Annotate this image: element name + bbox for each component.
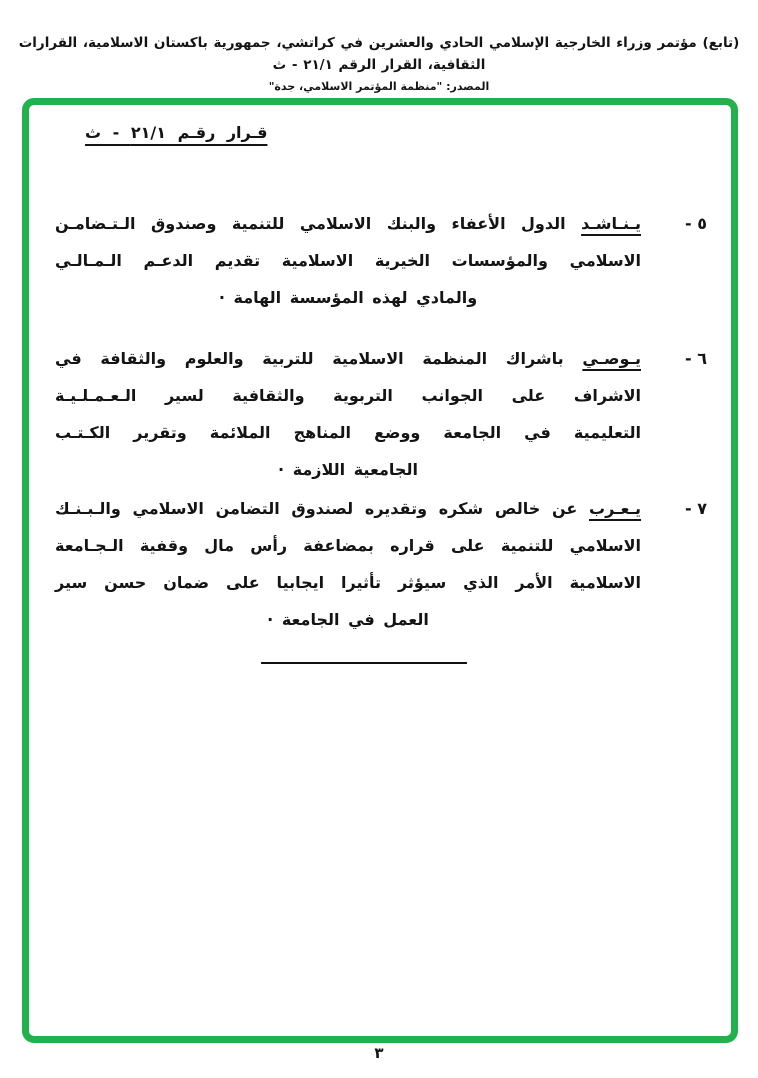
green-border-box (22, 98, 738, 1043)
item-6-line-3: التعليمية في الجامعة ووضع المناهج الملائمة وتقرير الكـتـب (55, 423, 641, 442)
header-publisher-line: المصدر: "منظمة المؤتمر الاسلامي، جدة" (268, 80, 490, 93)
header-source-line: (تابع) مؤتمر وزراء الخارجية الإسلامي الحادي والعشرين في كراتشي، جمهورية باكستان الاسلامية، القرارات الثقافية، القرار الرقم ٢١/١ - ث (18, 35, 740, 73)
resolution-item-7 (55, 490, 707, 638)
item-5-line-2: الاسلامي والمؤسسات الخيرية الاسلامية تقديم الدعـم الـمـالـي (55, 251, 641, 270)
item-5-number: ٥ - (685, 214, 707, 233)
item-6-line-2: الاشراف على الجوانب التربوية والثقافية لسير الـعـمـلـيـة (55, 386, 641, 405)
page-number: ٣ (374, 1044, 384, 1062)
page-header (10, 32, 748, 96)
item-7-line-2: الاسلامي للتنمية على قراره بمضاعفة رأس مال وقفية الـجـامعة (55, 536, 641, 555)
resolution-items (55, 205, 731, 638)
item-7-number: ٧ - (685, 499, 707, 518)
item-6-number: ٦ - (685, 349, 707, 368)
item-7-line-4: العمل في الجامعة · (267, 610, 429, 629)
closing-divider-line (261, 662, 467, 664)
resolution-item-5 (55, 205, 707, 316)
item-7-body (55, 490, 661, 638)
item-7-line-1 (55, 490, 641, 527)
item-7-line-1-text: عن خالص شكره وتقديره لصندوق التضامن الاسلامي والـبـنـك (55, 499, 578, 518)
resolution-title: قـرار رقـم ٢١/١ - ث (85, 123, 268, 142)
item-7-lead-word: يـعـرب (589, 499, 642, 518)
item-7-line-3: الاسلامية الأمر الذي سيؤثر تأثيرا ايجابيا على ضمان حسن سير (55, 573, 641, 592)
item-6-line-4: الجامعية اللازمة · (278, 460, 418, 479)
item-6-body (55, 340, 661, 488)
item-5-lead-word: يـنـاشـد (581, 214, 641, 233)
item-6-line-1 (55, 340, 641, 377)
item-6-line-1-text: باشراك المنظمة الاسلامية للتربية والعلوم والثقافة في (55, 349, 564, 368)
item-5-line-1-text: الدول الأعفاء والبنك الاسلامي للتنمية وصندوق الـتـضامـن (55, 214, 566, 233)
item-5-line-3: والمادي لهذه المؤسسة الهامة · (218, 288, 478, 307)
item-6-lead-word: يـوصـي (582, 349, 641, 368)
item-5-body (55, 205, 661, 316)
resolution-item-6 (55, 340, 707, 488)
item-5-line-1 (55, 205, 641, 242)
